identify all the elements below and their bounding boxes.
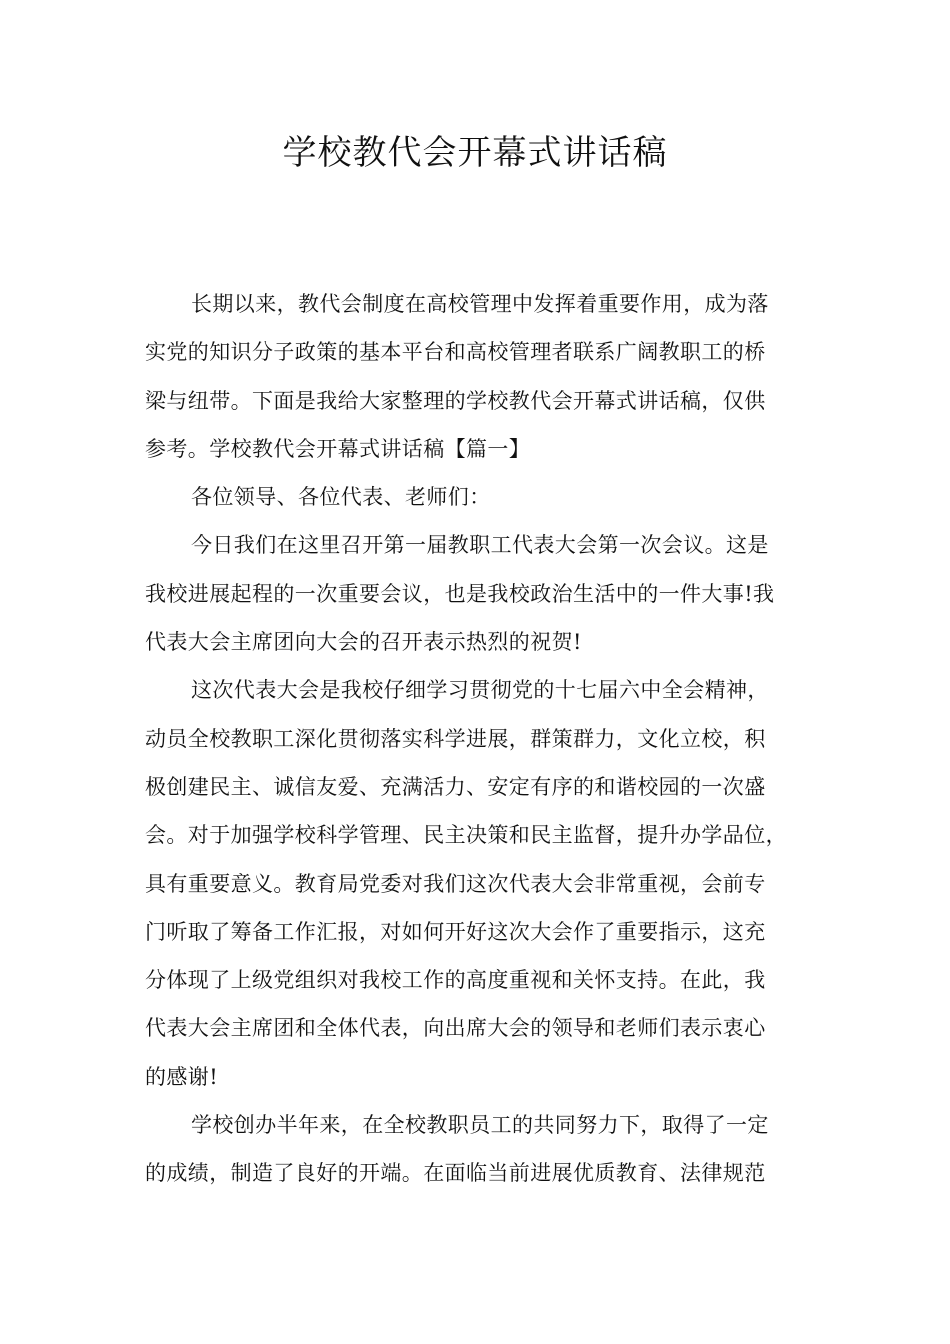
paragraph-achievements xyxy=(145,1101,817,1198)
text-line: 代表大会主席团向大会的召开表示热烈的祝贺! xyxy=(145,630,582,655)
text-line: 极创建民主、诚信友爱、充满活力、安定有序的和谐校园的一次盛 xyxy=(145,774,766,799)
paragraph-significance xyxy=(145,666,817,1101)
text-line: 的感谢! xyxy=(145,1064,219,1089)
text-line: 代表大会主席团和全体代表，向出席大会的领导和老师们表示衷心 xyxy=(145,1016,766,1041)
text-line: 今日我们在这里召开第一届教职工代表大会第一次会议。这是 xyxy=(191,533,769,558)
text-line: 的成绩，制造了良好的开端。在面临当前进展优质教育、法律规范 xyxy=(145,1161,766,1186)
text-line: 参考。学校教代会开幕式讲话稿【篇一】 xyxy=(145,436,531,461)
text-line: 学校创办半年来，在全校教职员工的共同努力下，取得了一定 xyxy=(191,1113,769,1138)
text-line: 会。对于加强学校科学管理、民主决策和民主监督，提升办学品位， xyxy=(145,823,787,848)
text-line: 分体现了上级党组织对我校工作的高度重视和关怀支持。在此，我 xyxy=(145,968,766,993)
paragraph-intro xyxy=(145,280,817,473)
paragraph-greeting xyxy=(145,473,817,521)
text-line: 门听取了筹备工作汇报，对如何开好这次大会作了重要指示，这充 xyxy=(145,919,766,944)
text-line: 梁与纽带。下面是我给大家整理的学校教代会开幕式讲话稿，仅供 xyxy=(145,388,766,413)
text-line: 动员全校教职工深化贯彻落实科学进展，群策群力，文化立校，积 xyxy=(145,726,766,751)
text-line: 具有重要意义。教育局党委对我们这次代表大会非常重视，会前专 xyxy=(145,871,766,896)
text-line: 实党的知识分子政策的基本平台和高校管理者联系广阔教职工的桥 xyxy=(145,340,766,365)
text-line: 各位领导、各位代表、老师们： xyxy=(191,485,491,510)
document-body xyxy=(145,280,817,1198)
text-line: 长期以来，教代会制度在高校管理中发挥着重要作用，成为落 xyxy=(191,292,769,316)
text-line: 这次代表大会是我校仔细学习贯彻党的十七届六中全会精神， xyxy=(191,678,769,703)
paragraph-opening xyxy=(145,521,817,666)
document-title: 学校教代会开幕式讲话稿 xyxy=(282,133,668,173)
text-line: 我校进展起程的一次重要会议，也是我校政治生活中的一件大事!我 xyxy=(145,581,775,606)
